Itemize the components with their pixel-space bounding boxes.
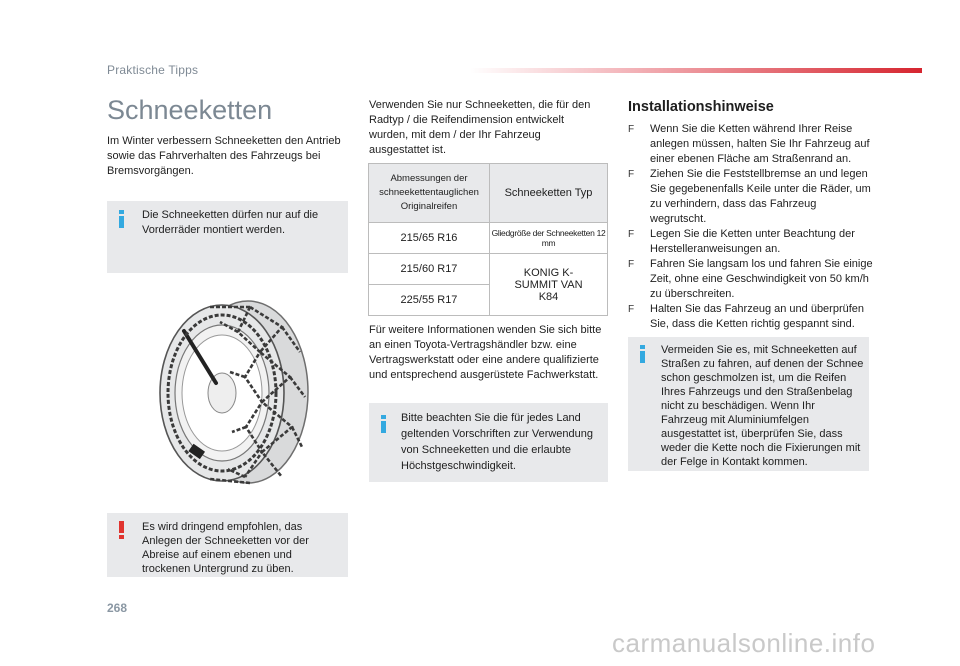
more-info-text: Für weitere Informationen wenden Sie sich bitte an einen Toyota-Vertragshändler bzw. eine Vertragswerkstatt oder eine andere qualifizierte und entsprechend ausgerüstete Fachwerkstatt. [369,324,602,381]
bullet-icon: F [628,229,635,240]
compatible-chains-text: Verwenden Sie nur Schneeketten, die für den Radtyp / die Reifendimension entwickelt wurden, mit dem / der Ihr Fahrzeug ausgestattet ist. [369,99,591,156]
bullet-icon: F [628,304,635,315]
list-item [628,227,873,257]
info-note-regulations [369,403,608,482]
step-text: Wenn Sie die Ketten während Ihrer Reise anlegen müssen, halten Sie Ihr Fahrzeug auf einer ebenen Fläche am Straßenrand an. [650,123,870,165]
info-note-text: Bitte beachten Sie die für jedes Land geltenden Vorschriften zur Verwendung von Schneeketten und die erlaubte Höchstgeschwindigkeit. [401,412,594,472]
step-text: Fahren Sie langsam los und fahren Sie einige Zeit, ohne eine Geschwindigkeit von 50 km/h zu überschreiten. [650,258,873,300]
header-accent-bar [470,68,922,73]
table-row [369,223,608,254]
tire-size-cell: 215/60 R17 [369,254,490,285]
chain-type-cell: KONIG K-SUMMIT VAN K84 [490,254,608,316]
watermark: carmanualsonline.info [612,628,876,658]
list-item [628,122,873,167]
table-header-dimensions: Abmessungen der schneekettentauglichen Originalreifen [369,164,490,223]
tire-size-cell: 225/55 R17 [369,285,490,316]
step-text: Ziehen Sie die Feststellbremse an und legen Sie gegebenenfalls Keile unter die Räder, um zu verhindern, dass das Fahrzeug wegrutscht. [650,168,871,225]
table-header-type: Schneeketten Typ [490,164,608,223]
snow-chain-tire-illustration [150,297,315,492]
info-icon [378,415,392,433]
page-title: Schneeketten [107,95,273,125]
step-text: Legen Sie die Ketten unter Beachtung der Herstelleranweisungen an. [650,228,855,255]
info-icon [116,210,130,228]
info-note-melted-snow [628,337,869,471]
warning-note-practice [107,513,348,577]
list-item [628,167,873,227]
page-number: 268 [107,601,128,615]
info-icon [637,345,651,363]
info-note-text: Vermeiden Sie es, mit Schneeketten auf Straßen zu fahren, auf denen der Schnee schon geschmolzen ist, um die Reifen Ihres Fahrzeugs und den Straßenbelag nicht zu beschädigen. Wenn Ihr Fahrzeug mit Aluminiumfelgen ausgestattet ist, überprüfen Sie, dass weder die Kette noch die Fixierungen mit der Felge in Kontakt kommen. [661,344,864,468]
installation-title: Installationshinweise [628,99,774,115]
warning-icon [116,521,130,539]
info-note-text: Die Schneeketten dürfen nur auf die Vorderräder montiert werden. [142,209,319,236]
bullet-icon: F [628,124,635,135]
bullet-icon: F [628,169,635,180]
list-item [628,302,873,332]
warning-note-text: Es wird dringend empfohlen, das Anlegen der Schneeketten vor der Abreise auf einem ebenen und trockenen Untergrund zu üben. [142,521,309,575]
tire-size-cell: 215/65 R16 [369,223,490,254]
installation-steps-list [628,122,873,332]
intro-text: Im Winter verbessern Schneeketten den Antrieb sowie das Fahrverhalten des Fahrzeugs bei Bremsvorgängen. [107,135,341,177]
list-item [628,257,873,302]
bullet-icon: F [628,259,635,270]
table-row [369,254,608,285]
section-label: Praktische Tipps [107,63,199,77]
snow-chain-table [368,163,608,316]
step-text: Halten Sie das Fahrzeug an und überprüfen Sie, dass die Ketten richtig gespannt sind. [650,303,865,330]
chain-type-cell: Gliedgröße der Schneeketten 12 mm [490,223,608,254]
info-note-front-wheels [107,201,348,273]
